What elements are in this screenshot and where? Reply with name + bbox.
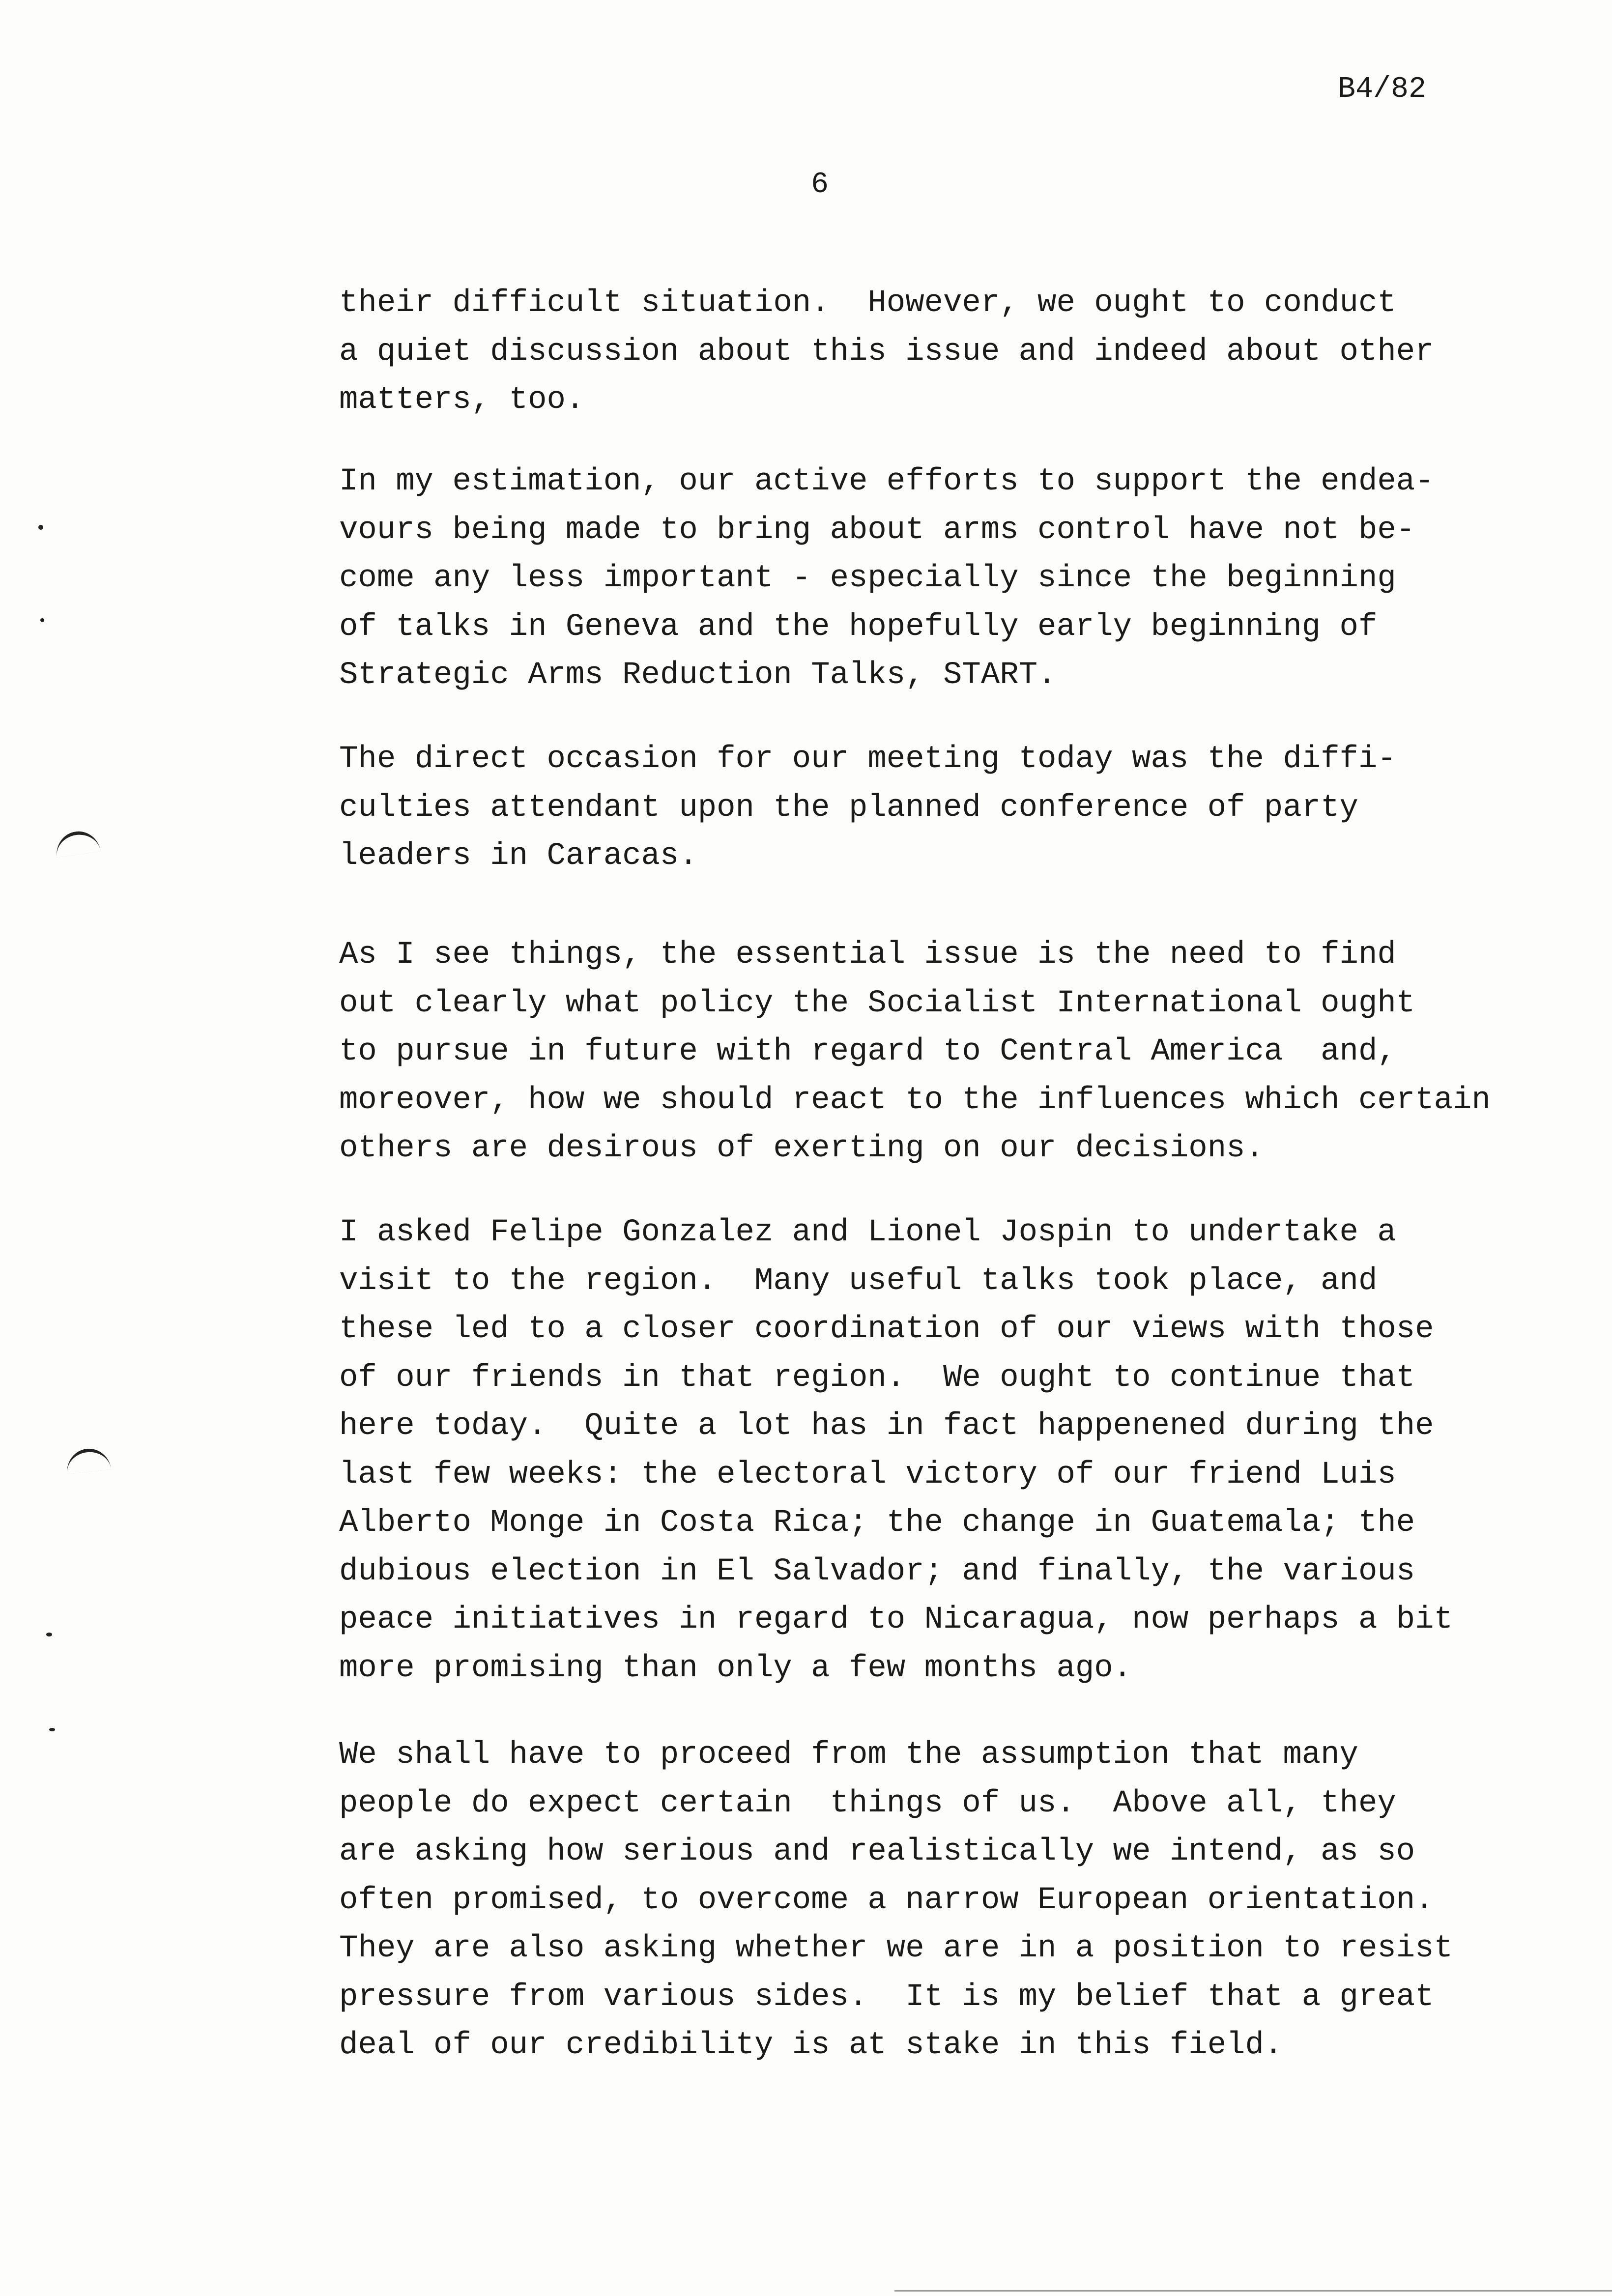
scan-dot xyxy=(40,618,44,622)
punch-hole-arc xyxy=(65,1446,111,1474)
document-reference: B4/82 xyxy=(1338,73,1427,106)
paragraph-4 xyxy=(339,931,1491,1173)
text-line: moreover, how we should react to the influences which certain xyxy=(339,1082,1491,1118)
paragraph-5 xyxy=(339,1208,1453,1693)
text-line: peace initiatives in regard to Nicaragua, now perhaps a bit xyxy=(339,1602,1453,1637)
scan-dot xyxy=(46,1633,52,1636)
text-line: are asking how serious and realistically we intend, as so xyxy=(339,1834,1415,1869)
text-line: Alberto Monge in Costa Rica; the change in Guatemala; the xyxy=(339,1505,1415,1541)
text-line: of talks in Geneva and the hopefully early beginning of xyxy=(339,609,1378,645)
paragraph-3 xyxy=(339,735,1396,881)
paragraph-2 xyxy=(339,458,1434,700)
text-line: often promised, to overcome a narrow European orientation. xyxy=(339,1882,1434,1918)
text-line: last few weeks: the electoral victory of our friend Luis xyxy=(339,1457,1396,1492)
text-line: here today. Quite a lot has in fact happenened during the xyxy=(339,1408,1434,1444)
text-line: In my estimation, our active efforts to support the endea- xyxy=(339,464,1434,499)
text-line: more promising than only a few months ago. xyxy=(339,1650,1132,1686)
text-line: visit to the region. Many useful talks took place, and xyxy=(339,1263,1378,1299)
paragraph-6 xyxy=(339,1731,1453,2070)
text-line: deal of our credibility is at stake in this field. xyxy=(339,2028,1283,2063)
text-line: pressure from various sides. It is my belief that a great xyxy=(339,1979,1434,2015)
page-number: 6 xyxy=(811,168,829,201)
text-line: vours being made to bring about arms control have not be- xyxy=(339,512,1415,548)
scan-dot xyxy=(38,525,43,530)
paragraph-1 xyxy=(339,279,1434,425)
text-line: matters, too. xyxy=(339,382,585,418)
text-line: dubious election in El Salvador; and finally, the various xyxy=(339,1553,1415,1589)
text-line: The direct occasion for our meeting today was the diffi- xyxy=(339,742,1396,777)
text-line: They are also asking whether we are in a position to resist xyxy=(339,1931,1453,1966)
text-line: to pursue in future with regard to Central America and, xyxy=(339,1034,1396,1069)
text-line: I asked Felipe Gonzalez and Lionel Jospin to undertake a xyxy=(339,1215,1396,1250)
text-line: these led to a closer coordination of our views with those xyxy=(339,1312,1434,1347)
page-edge-line xyxy=(894,2290,1612,2292)
punch-hole-arc xyxy=(54,829,101,858)
text-line: a quiet discussion about this issue and indeed about other xyxy=(339,334,1434,370)
scan-dot xyxy=(49,1728,55,1731)
text-line: We shall have to proceed from the assumption that many xyxy=(339,1737,1358,1773)
text-line: others are desirous of exerting on our decisions. xyxy=(339,1131,1264,1166)
text-line: culties attendant upon the planned conference of party xyxy=(339,790,1358,826)
text-line: their difficult situation. However, we ought to conduct xyxy=(339,286,1396,321)
text-line: out clearly what policy the Socialist International ought xyxy=(339,985,1415,1021)
text-line: people do expect certain things of us. Above all, they xyxy=(339,1785,1396,1821)
text-line: As I see things, the essential issue is the need to find xyxy=(339,937,1396,973)
text-line: of our friends in that region. We ought to continue that xyxy=(339,1360,1415,1396)
text-line: come any less important - especially since the beginning xyxy=(339,561,1396,596)
text-line: leaders in Caracas. xyxy=(339,838,698,874)
text-line: Strategic Arms Reduction Talks, START. xyxy=(339,658,1057,693)
